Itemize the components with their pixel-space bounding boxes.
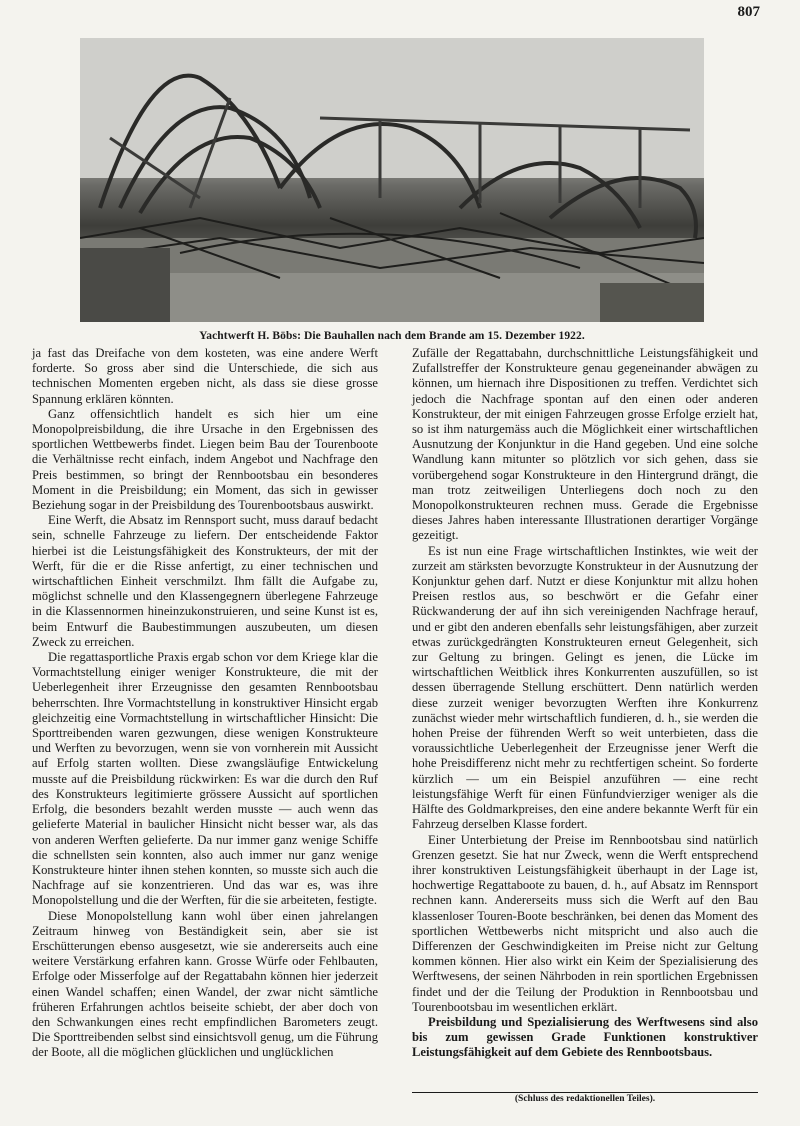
paragraph: Es ist nun eine Frage wirtschaftlichen Instinktes, wie weit der zurzeit am stärksten bevorzugte Konstrukteur in der Ausnutzung der Konjunktur gehen darf. Nutzt er diese Konjunktur mit allzu hohen Preisen restlos aus, so beschwört er die Gefahr einer Rückwanderung der auf ihn sich vereinigenden Nachfrage herauf, und er gibt den anderen ebenfalls sehr leistungsfähigen, aber zurzeit etwas zurückgedrängten Konstrukteuren erneut Gelegenheit, sich zur Geltung zu bringen. Gelingt es jenen, die Lücke im wirtschaftlichen Weitblick ihres Konkurrenten auszufüllen, so ist dessen überragende Stellung erschüttert. Denn natürlich werden diese zurzeit weniger bevorzugten Werften ihre Konkurrenz zunächst wieder mehr wirtschaftlich fundieren, d. h., sie werden die hohen Preise der führenden Werft so weit unterbieten, dass die voraussichtliche Ueberlegenheit der Erzeugnisse jener Werft die hohe Preisdifferenz nicht mehr zu rechtfertigen scheint. So forderte kürzlich — um ein Beispiel anzuführen — eine recht leistungsfähige Werft für einen Fünfundvierziger weniger als die Hälfte des Goldmarkpreises, den eine andere bekannte Werft für ein Fahrzeug derselben Klasse fordert. xyxy=(412,543,758,832)
paragraph: Zufälle der Regattabahn, durchschnittliche Leistungsfähigkeit und Zufallstreffer der Konstrukteure genau gegeneinander abwägen zu können, um hiernach ihre Dispositionen zu treffen. Verdichtet sich jedoch die Nachfrage spontan auf den einen oder anderen Konstrukteur, der mit einigen Fahrzeugen grosse Erfolge erzielt hat, so ist ihm naturgemäss auch die Möglichkeit einer wirtschaftlichen Ausnutzung der Konjunktur in die Hand gegeben. Und eine solche Wandlung kann mitunter so plötzlich vor sich gehen, dass sie vorübergehend sogar Konstrukteure in den Hintergrund drängt, die man trotz zeitweiligen Unterliegens doch noch zu den Monopolkonstrukteuren rechnen muss. Gerade die Ergebnisse dieses Jahres haben interessante Illustrationen derartiger Vorgänge gezeitigt. xyxy=(412,346,758,543)
paragraph: Die regattasportliche Praxis ergab schon vor dem Kriege klar die Vormachtstellung einiger weniger Konstrukteure, die mit der Ueberlegenheit ihrer Erzeugnisse den gesamten Rennbootsbau beherrschten. Ihre Vormachtstellung in konstruktiver Hinsicht ergab gleichzeitig eine Vormachtstellung in wirtschaftlicher Hinsicht: Die Sporttreibenden waren gezwungen, diese wenigen Konstrukteure und Werften zu bevorzugen, wenn sie von vornherein mit Aussicht auf Erfolg starten wollten. Diese zwangsläufige Entwickelung musste auf die Preisbildung rückwirken: Es war die durch den Ruf des Konstrukteurs legitimierte grössere Aussicht auf sportlichen Erfolg, die besonders bezahlt werden musste — auch wenn das gelieferte Material in baulicher Hinsicht nicht besser war, als das von anderen Werften gelieferte. Da nur immer ganz wenige Schiffe die schnellsten sein konnten, also auch immer nur ganz wenige Konstrukteure hinter ihnen stehen konnten, so musste sich auch die Nachfrage auf sie konzentrieren. Und das war es, was ihre Monopolstellung und die der Werften, für die sie arbeiteten, festigte. xyxy=(32,650,378,908)
right-column xyxy=(412,346,758,1061)
closing-paragraph: Preisbildung und Spezialisierung des Werftwesens sind also bis zum gewissen Grade Funktionen konstruktiver Leistungsfähigkeit auf dem Gebiete des Rennbootsbaus. xyxy=(412,1014,758,1060)
end-divider xyxy=(412,1092,758,1093)
left-column xyxy=(32,346,378,1061)
paragraph: Ganz offensichtlich handelt es sich hier um eine Monopolpreisbildung, die ihre Ursache in den Ergebnissen des sportlichen Wettbewerbs findet. Liegen beim Bau der Tourenboote die Verhältnisse recht einfach, indem Angebot und Nachfrage den Preis bestimmen, so bringt der Rennbootsbau ein besonderes Moment in die Preisbildung; ein Moment, das sich in gewisser Beziehung sogar in der Preisbildung des Tourenbootsbaus auswirkt. xyxy=(32,406,378,513)
end-note: (Schluss des redaktionellen Teiles). xyxy=(514,1094,656,1104)
figure-caption: Yachtwerft H. Böbs: Die Bauhallen nach dem Brande am 15. Dezember 1922. xyxy=(199,330,585,342)
shipyard-fire-photo xyxy=(80,38,704,322)
wreckage-illustration xyxy=(80,38,704,322)
paragraph: Diese Monopolstellung kann wohl über einen jahrelangen Zeitraum hinweg von Beständigkeit sein, aber sie ist Erschütterungen ebenso ausgesetzt, wie sie andererseits auch eine weitere Verstärkung erfahren kann. Grosse Würfe oder Fehlbauten, Erfolge oder Misserfolge auf der Regattabahn können hier jederzeit einen Wandel schaffen; einen Wandel, der zwar nicht sämtliche früheren Erfahrungen achtlos beiseite schiebt, der aber doch von den Schwankungen eines recht empfindlichen Barometers zeugt. Die Sporttreibenden selbst sind einsichtsvoll genug, um die Führung der Boote, all die möglichen glücklichen und unglücklichen xyxy=(32,908,378,1060)
paragraph: Eine Werft, die Absatz im Rennsport sucht, muss darauf bedacht sein, schnelle Fahrzeuge zu liefern. Der entscheidende Faktor hierbei ist die Leistungsfähigkeit des Konstrukteurs, der mit der Werft, für die er die Risse anfertigt, zu einer technischen und wirtschaftlichen Einheit verschmilzt. Ihm fällt die Aufgabe zu, möglichst schnelle und den Klassengegnern überlegene Fahrzeuge in die Klassennormen hineinzukonstruieren, und seine Kunst ist es, beim Entwurf die Baubestimmungen auszubeuten, um diesen Zweck zu erreichen. xyxy=(32,513,378,649)
page-number: 807 xyxy=(737,4,760,20)
paragraph: Einer Unterbietung der Preise im Rennbootsbau sind natürlich Grenzen gesetzt. Sie hat nur Zweck, wenn die Werft entsprechend ihrer konstruktiven Leistungsfähigkeit überhaupt in der Lage ist, hochwertige Regattaboote zu bauen, d. h., auf Absatz im Rennsport rechnen kann. Andererseits muss sich die Werft auf den Bau klassenloser Touren-Boote beschränken, bei denen das Moment des sportlichen Wettbewerbs nicht mitspricht und also auch die Differenzen der Geschwindigkeiten im Preise nicht zur Geltung kommen können. Hier also wirkt ein Keim der Spezialisierung des Werftwesens, der seinen Nährboden in rein sportlichen Ergebnissen findet und der die Teilung der Produktion in Rennbootsbau und Tourenbootsbau im wesentlichen erklärt. xyxy=(412,832,758,1014)
paragraph: ja fast das Dreifache von dem kosteten, was eine andere Werft forderte. So gross aber sind die Unterschiede, die sich aus technischen Momenten ergeben nicht, als dass sie diese grosse Spannung erklären könnten. xyxy=(32,346,378,406)
